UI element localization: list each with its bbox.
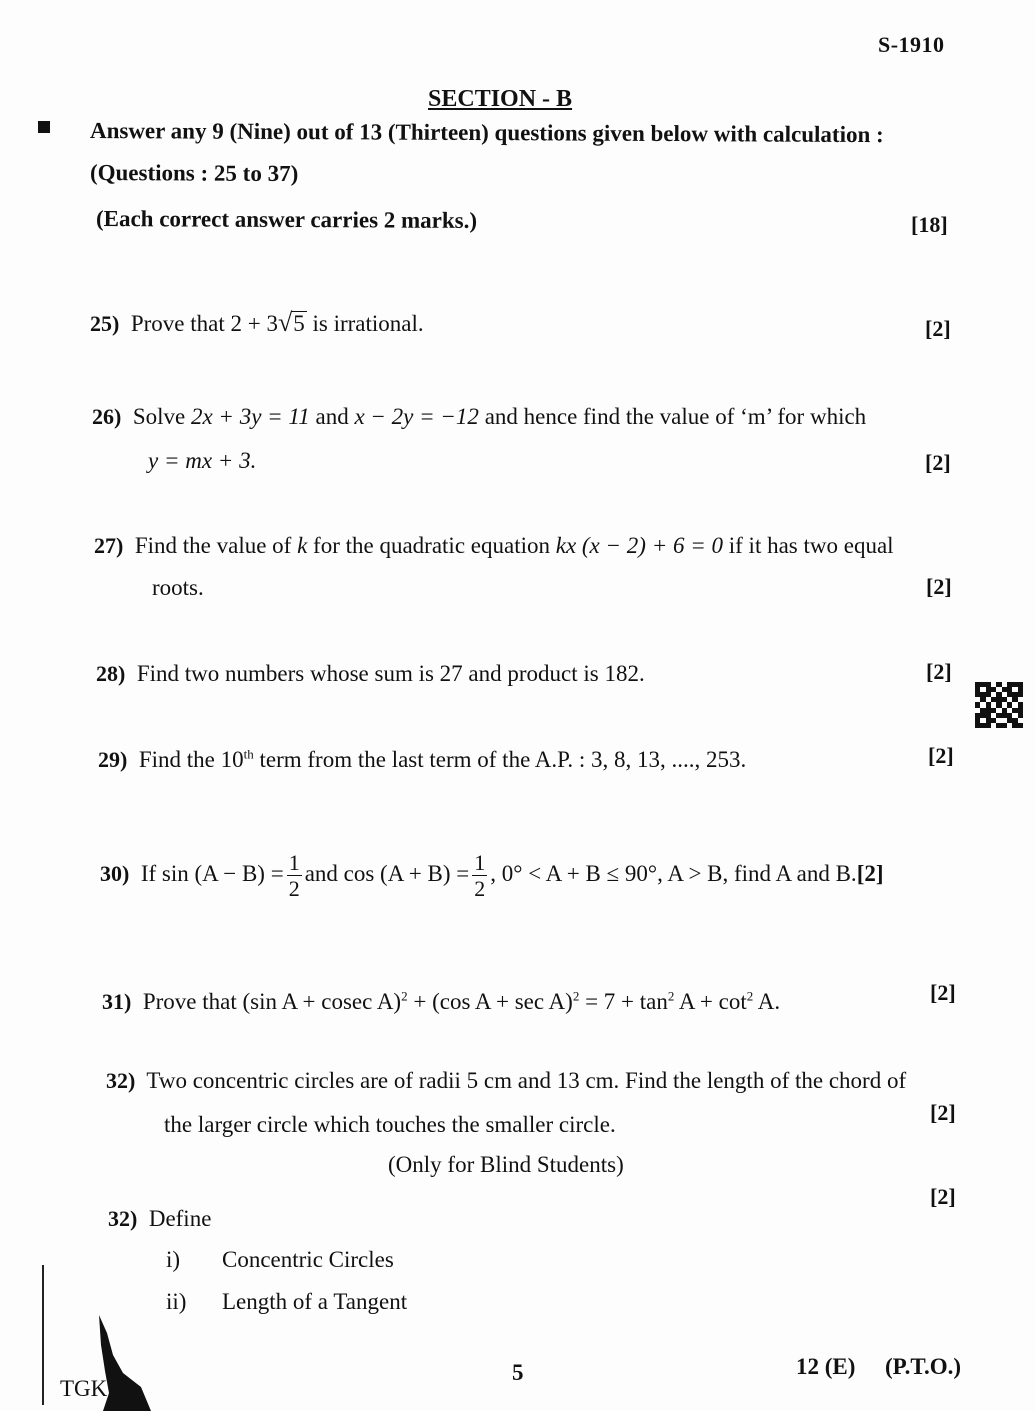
question-25	[90, 306, 424, 340]
question-text: Find two numbers whose sum is 27 and product is 182.	[136, 661, 645, 686]
superscript: 2	[572, 988, 580, 1004]
instruction-line-3: (Each correct answer carries 2 marks.)	[95, 206, 478, 233]
equation: kx (x − 2) + 6 = 0	[555, 533, 723, 558]
fraction-numerator: 1	[288, 850, 300, 875]
question-text: Solve	[132, 404, 186, 429]
question-text: If sin (A − B) =	[140, 861, 284, 887]
question-number: 25)	[90, 311, 120, 336]
fraction-denominator: 2	[474, 876, 486, 902]
superscript: 2	[667, 988, 675, 1004]
marks: [2]	[856, 861, 884, 887]
paper-code: S-1910	[878, 32, 945, 57]
section-title: SECTION - B	[428, 86, 573, 112]
question-26	[92, 402, 866, 432]
question-text: term from the last term of the A.P. : 3, 8, 13, ...., 253.	[259, 747, 747, 772]
question-number: 26)	[92, 404, 122, 429]
question-number: 30)	[100, 861, 130, 887]
superscript: 2	[401, 988, 408, 1004]
marks: [2]	[928, 743, 954, 768]
list-item-text: Concentric Circles	[222, 1247, 394, 1272]
sqrt-sign-icon: √	[277, 308, 293, 337]
question-text: for the quadratic equation	[313, 533, 550, 558]
question-32	[106, 1066, 906, 1096]
marks: [2]	[926, 659, 952, 684]
question-text: Find the value of	[134, 533, 292, 558]
blind-students-note: (Only for Blind Students)	[388, 1152, 624, 1177]
superscript: th	[243, 746, 254, 762]
marks: [2]	[930, 1100, 956, 1125]
total-marks: [18]	[911, 212, 948, 237]
question-text: , 0° < A + B ≤ 90°, A > B, find A and B.	[490, 861, 857, 887]
marks: [2]	[926, 574, 952, 599]
equation: x − 2y = −12	[354, 404, 479, 429]
bullet-square-icon	[38, 121, 50, 133]
question-number: 28)	[96, 661, 126, 686]
question-27-line-2: roots.	[152, 575, 204, 600]
question-text: is irrational.	[312, 311, 424, 336]
question-number: 27)	[94, 533, 124, 558]
instruction-line-1: Answer any 9 (Nine) out of 13 (Thirteen) questions given below with calculation :	[89, 118, 884, 148]
marks: [2]	[930, 1184, 956, 1209]
question-text: Prove that	[130, 311, 225, 336]
question-text: = 7 + tan	[579, 989, 668, 1014]
equation: 2x + 3y = 11	[190, 404, 310, 429]
fraction	[287, 850, 302, 902]
question-number: 32)	[108, 1206, 138, 1231]
list-item-text: Length of a Tangent	[222, 1289, 408, 1314]
question-32-blind	[108, 1204, 211, 1234]
list-item-label: i)	[166, 1247, 181, 1272]
question-text: and hence find the value of ‘m’ for which	[484, 404, 867, 429]
question-26-line-2	[148, 446, 256, 476]
list-item	[166, 1287, 407, 1317]
variable: k	[297, 533, 308, 558]
question-28	[96, 659, 645, 689]
list-item-label: ii)	[166, 1289, 187, 1314]
question-text: and cos (A + B) =	[304, 861, 470, 887]
question-text: Two concentric circles are of radii 5 cm and 13 cm. Find the length of the chord of	[146, 1068, 907, 1093]
fraction-denominator: 2	[288, 876, 300, 902]
marks: [2]	[930, 980, 956, 1005]
fraction-numerator: 1	[474, 850, 486, 875]
question-number: 32)	[106, 1068, 136, 1093]
superscript: 2	[746, 988, 754, 1004]
question-32-line-2: the larger circle which touches the smaller circle.	[164, 1112, 616, 1137]
sqrt-radicand: 5	[293, 311, 305, 336]
footer-code: TGK	[60, 1376, 108, 1401]
qr-code	[975, 682, 1023, 728]
pto-label: (P.T.O.)	[885, 1354, 962, 1379]
fraction	[472, 850, 487, 902]
question-text: Find the 10	[138, 747, 244, 772]
marks: [2]	[925, 316, 951, 341]
page-number: 5	[512, 1360, 524, 1385]
question-30	[100, 850, 884, 902]
question-text: Define	[148, 1206, 212, 1231]
question-number: 31)	[102, 989, 132, 1014]
question-text: + (cos A + sec A)	[407, 989, 573, 1014]
footer-paper-id: 12 (E)	[796, 1354, 856, 1379]
question-text: and	[315, 404, 349, 429]
question-31	[102, 987, 780, 1017]
question-27	[94, 531, 894, 561]
equation: y = mx + 3.	[148, 448, 257, 473]
question-text: Prove that (sin A + cosec A)	[142, 989, 402, 1014]
question-29	[98, 745, 746, 775]
question-text: A + cot	[674, 989, 747, 1014]
instruction-line-2: (Questions : 25 to 37)	[89, 160, 299, 187]
question-number: 29)	[98, 747, 128, 772]
math-expression: 2 + 3	[230, 311, 278, 336]
marks: [2]	[925, 450, 951, 475]
question-text: if it has two equal	[728, 533, 894, 558]
scan-edge-line	[42, 1265, 44, 1405]
question-text: A.	[753, 989, 781, 1014]
list-item	[166, 1245, 394, 1275]
